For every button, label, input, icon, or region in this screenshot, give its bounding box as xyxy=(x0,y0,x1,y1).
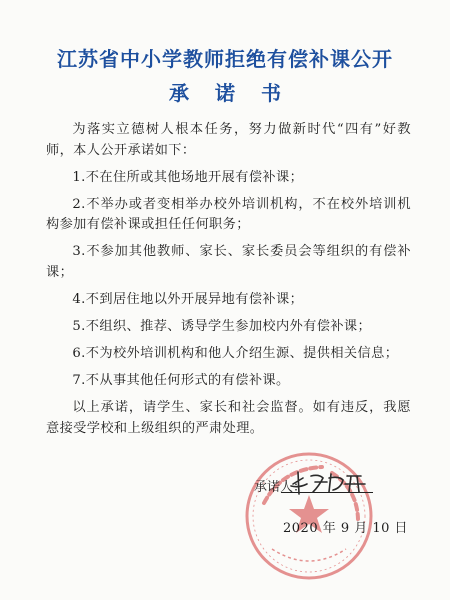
commitment-item-7: 7.不从事其他任何形式的有偿补课。 xyxy=(72,373,290,389)
commitment-item-5: 5.不组织、推荐、诱导学生参加校内外有偿补课； xyxy=(72,318,372,334)
handwritten-signature-icon xyxy=(289,466,369,498)
commitment-item-4: 4.不到居住地以外开展异地有偿补课； xyxy=(72,291,304,307)
document-title: 江苏省中小学教师拒绝有偿补课公开 xyxy=(57,47,393,71)
commitment-item-6: 6.不为校外培训机构和他人介绍生源、提供相关信息； xyxy=(72,346,399,362)
commitment-item-2: 2.不举办或者变相举办校外培训机构，不在校外培训机构参加有偿补课或担任任何职务； xyxy=(46,196,411,233)
document-subtitle: 承诺书 xyxy=(169,81,307,105)
sign-date: 2020 年 9 月 10 日 xyxy=(283,521,409,536)
signature-label: 承诺人： xyxy=(254,480,307,495)
document-body xyxy=(46,120,411,446)
closing-paragraph: 以上承诺，请学生、家长和社会监督。如有违反，我愿意接受学校和上级组织的严肃处理。 xyxy=(46,400,411,436)
intro-paragraph: 为落实立德树人根本任务，努力做新时代“四有”好教师，本人公开承诺如下： xyxy=(46,122,411,158)
commitment-item-3: 3.不参加其他教师、家长、家长委员会等组织的有偿补课； xyxy=(46,244,411,280)
commitment-item-1: 1.不在住所或其他场地开展有偿补课； xyxy=(72,169,304,185)
